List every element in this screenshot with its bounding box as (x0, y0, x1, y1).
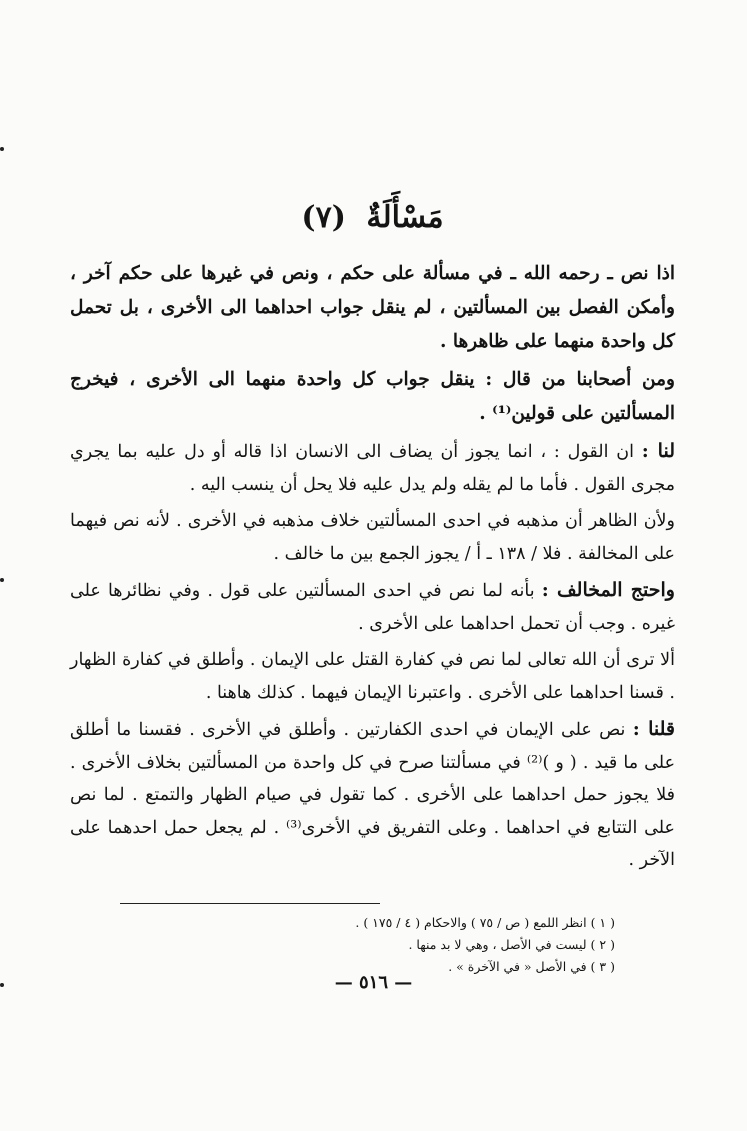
paragraph-lead: لنا : (641, 440, 675, 462)
paragraph-lead: قلنا : (632, 718, 675, 740)
paragraph-text: بأنه لما نص في احدى المسألتين على قول . وفي نظائرها على غيره . وجب أن تحمل احداهما على الأخرى . (70, 581, 675, 634)
paragraph-text: نص على الإيمان في احدى الكفارتين . وأطلق في الأخرى . فقسنا ما أطلق على ما قيد . ( و )⁽²⁾ في مسألتنا صرح في كل واحدة من المسألتين بخلاف الأخرى . فلا يجوز حمل احداهما على الأخرى . كما تقول في صيام الظهار والتمتع . لما نص على التتابع في احداهما . وعلى التفريق في الأخرى⁽³⁾ . لم يجعل حمل احدهما على الآخر . (70, 720, 676, 870)
paragraph-text: ومن أصحابنا من قال : ينقل جواب كل واحدة منهما الى الأخرى ، فيخرج المسألتين على قولين⁽¹⁾ . (70, 369, 675, 424)
paragraph (70, 644, 675, 709)
paragraph (70, 505, 675, 570)
scan-speck (0, 578, 4, 582)
paragraph-text: اذا نص ـ رحمه الله ـ في مسألة على حكم ، ونص في غيرها على حكم آخر ، وأمكن الفصل بين المسألتين ، لم ينقل جواب احداهما الى الأخرى ، بل تحمل كل واحدة منهما على ظاهرها . (70, 263, 675, 352)
footnote: ( ١ ) انظر اللمع ( ص / ٧٥ ) والاحكام ( ٤ / ١٧٥ ) . (355, 914, 615, 930)
issue-heading (70, 200, 675, 235)
footnotes (70, 912, 675, 978)
heading-number: (٧) (301, 200, 346, 235)
paragraph (70, 363, 675, 431)
paragraph-text: ان القول : ، انما يجوز أن يضاف الى الانسان اذا قاله أو دل عليه بما يجري مجرى القول . فأما ما لم يقله ولم يدل عليه فلا يحل أن ينسب اليه . (70, 442, 675, 495)
paragraph-text: ألا ترى أن الله تعالى لما نص في كفارة القتل على الإيمان . وأطلق في كفارة الظهار . قسنا احداهما على الأخرى . واعتبرنا الإيمان فيهما . كذلك هاهنا . (70, 650, 675, 703)
footnote: ( ٢ ) ليست في الأصل ، وهي لا بد منها . (408, 936, 615, 952)
footnote: ( ٣ ) في الأصل « في الآخرة » . (448, 958, 615, 974)
page-number: — ٥١٦ — (334, 972, 413, 993)
paragraph (70, 435, 675, 501)
paragraph-lead: واحتج المخالف : (541, 579, 675, 601)
footnote-separator (120, 903, 380, 904)
heading-word: مَسْأَلَةٌ (366, 200, 444, 235)
scan-speck (0, 147, 4, 151)
paragraph (70, 574, 675, 640)
paragraph-text: ولأن الظاهر أن مذهبه في احدى المسألتين خلاف مذهبه في الأخرى . لأنه نص فيهما على المخالفة . فلا / ١٣٨ ـ أ / يجوز الجمع بين ما خالف . (70, 511, 675, 564)
paragraph (70, 257, 675, 359)
paragraph (70, 713, 675, 877)
page-body (70, 200, 675, 978)
